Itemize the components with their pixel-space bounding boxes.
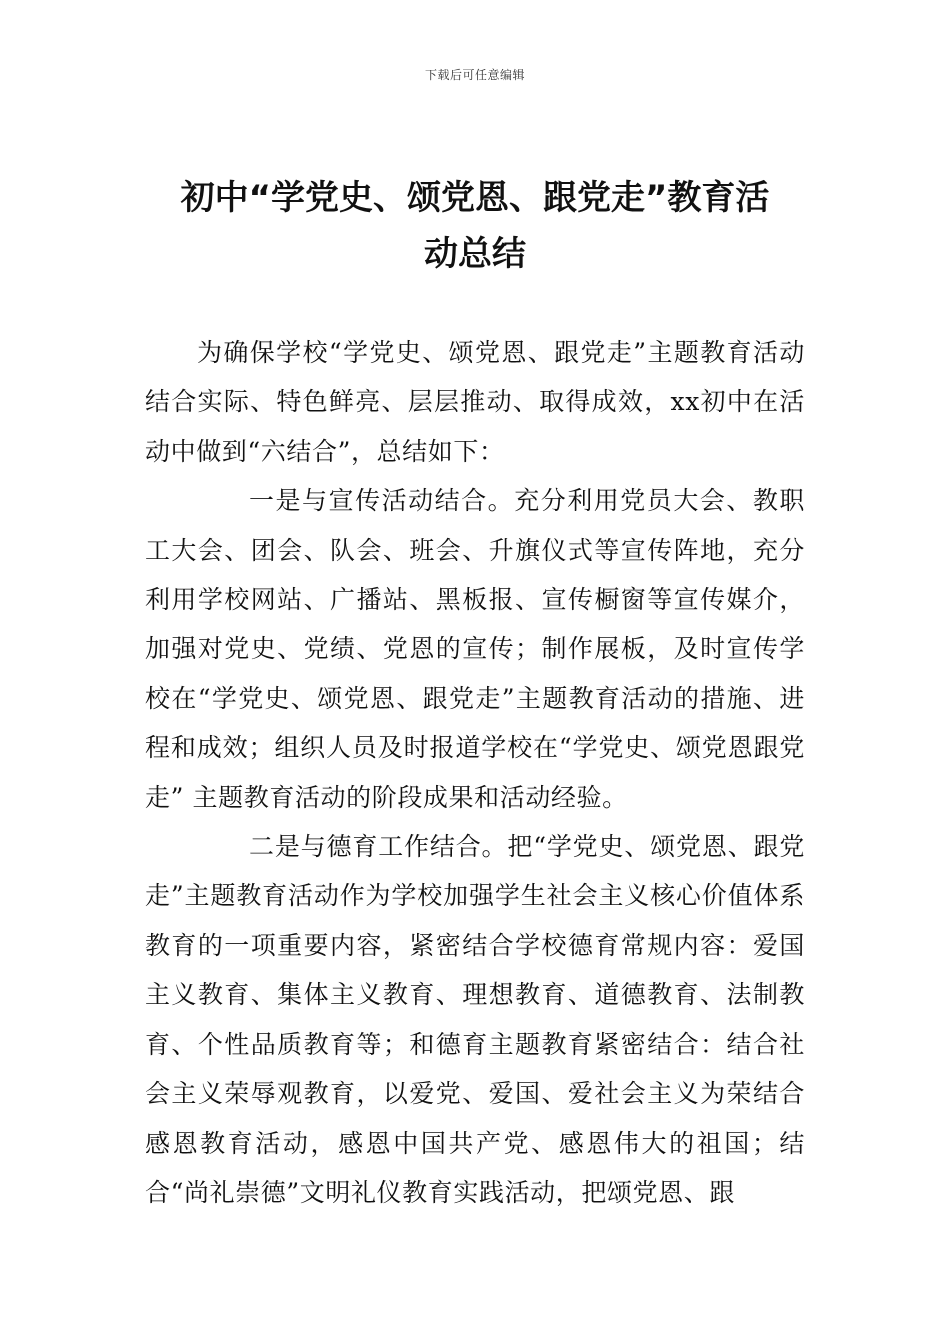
document-body <box>145 328 805 1217</box>
title-line-1: 初中“学党史、颂党恩、跟党走”教育活 <box>180 178 770 218</box>
paragraph-publicity: 一是与宣传活动结合。充分利用党员大会、教职工大会、团会、队会、班会、升旗仪式等宣传阵地，充分利用学校网站、广播站、黑板报、宣传橱窗等宣传媒介，加强对党史、党绩、党恩的宣传；制作展板，及时宣传学校在“学党史、颂党恩、跟党走”主题教育活动的措施、进程和成效；组织人员及时报道学校在“学党史、颂党恩跟党走” 主题教育活动的阶段成果和活动经验。 <box>145 486 805 812</box>
paragraph-moral-education: 二是与德育工作结合。把“学党史、颂党恩、跟党走”主题教育活动作为学校加强学生社会主义核心价值体系教育的一项重要内容，紧密结合学校德育常规内容：爱国主义教育、集体主义教育、理想教育、道德教育、法制教育、个性品质教育等；和德育主题教育紧密结合：结合社会主义荣辱观教育，以爱党、爱国、爱社会主义为荣结合感恩教育活动，感恩中国共产党、感恩伟大的祖国；结合“尚礼崇德”文明礼仪教育实践活动，把颂党恩、跟 <box>145 832 805 1207</box>
document-title <box>150 170 800 282</box>
title-line-2: 动总结 <box>424 234 526 274</box>
intro-paragraph: 为确保学校“学党史、颂党恩、跟党走”主题教育活动结合实际、特色鲜亮、层层推动、取得成效，xx初中在活动中做到“六结合”，总结如下： <box>145 338 805 466</box>
download-note: 下载后可任意编辑 <box>424 68 525 82</box>
